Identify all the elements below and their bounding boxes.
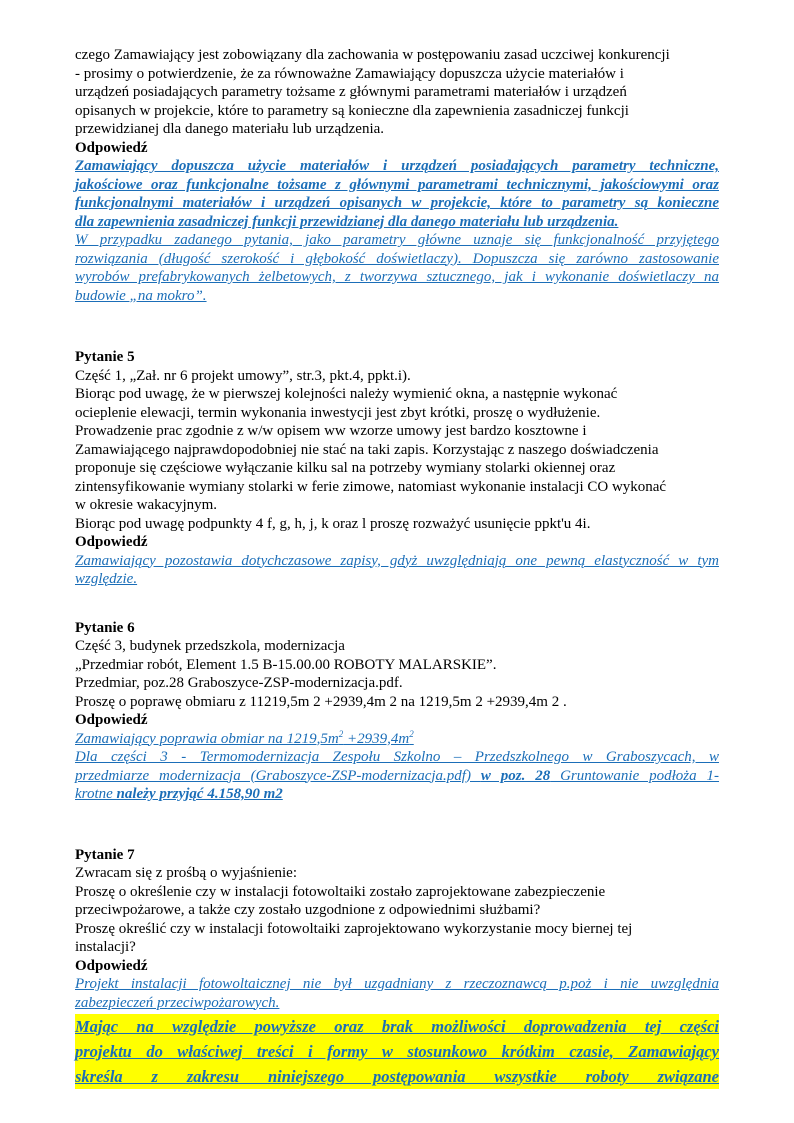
- highlighted-answer-line: projektu do właściwej treści i formy w stosunkowo krótkim czasie, Zamawiający: [75, 1042, 719, 1061]
- text-line: zintensyfikowanie wymiany stolarki w ferie zimowe, natomiast wykonanie instalacji CO wykonać: [75, 478, 667, 495]
- answer-line: [75, 767, 719, 786]
- question-heading: Pytanie 5: [75, 349, 135, 365]
- text-line: Część 1, „Zał. nr 6 projekt umowy”, str.3, pkt.4, ppkt.i).: [75, 367, 411, 384]
- section-gap: [75, 305, 719, 348]
- answer-paragraph: [75, 552, 719, 589]
- answer-line: W przypadku zadanego pytania, jako parametry główne uznaje się funkcjonalność przyjętego: [75, 232, 719, 248]
- text-line: - prosimy o potwierdzenie, że za równoważne Zamawiający dopuszcza użycie materiałów i: [75, 65, 624, 82]
- answer-line: jakościowe oraz funkcjonalne tożsame z głównymi parametrami technicznymi, jakościowymi oraz: [75, 176, 719, 193]
- text-line: Biorąc pod uwagę podpunkty 4 f, g, h, j, k oraz l proszę rozważyć usunięcie ppkt'u 4i.: [75, 515, 591, 532]
- text-line: Część 3, budynek przedszkola, modernizacja: [75, 638, 345, 654]
- question-5-section: [75, 348, 719, 589]
- question-continuation-paragraph: [75, 46, 719, 139]
- question-body-paragraph: [75, 367, 719, 534]
- answer-detail-paragraph: [75, 231, 719, 305]
- answer-line: zabezpieczeń przeciwpożarowych.: [75, 994, 280, 1011]
- text-line: Zamawiającego najprawdopodobniej nie stać na taki zapis. Korzystając z naszego doświadczenia: [75, 441, 659, 458]
- answer-emphasis-paragraph: [75, 157, 719, 231]
- answer-line: Projekt instalacji fotowoltaicznej nie był uzgadniany z rzeczoznawcą p.poż i nie uwzględnia: [75, 976, 719, 992]
- answer-line: budowie „na mokro”.: [75, 287, 207, 304]
- text-line: urządzeń posiadających parametry tożsame z głównymi parametrami materiałów i urządzeń: [75, 84, 627, 100]
- text-line: ocieplenie elewacji, termin wykonania inwestycji jest zbyt krótki, proszę o wydłużenie.: [75, 404, 601, 421]
- text-line: opisanych w projekcie, które to parametry są konieczne dla zapewnienia zasadniczej funkcji: [75, 102, 629, 119]
- answer-label: Odpowiedź: [75, 957, 148, 974]
- highlighted-answer-line: skreśla z zakresu niniejszego postępowania wszystkie roboty związane: [75, 1067, 719, 1086]
- text-line: Biorąc pod uwagę, że w pierwszej kolejności należy wymienić okna, a następnie wykonać: [75, 386, 618, 402]
- answer-text-bold: należy przyjąć 4.158,90 m2: [116, 786, 283, 802]
- measurement-text: Zamawiający poprawia obmiar na 1219,5m: [75, 730, 339, 747]
- measurement-text: +2939,4m: [343, 730, 410, 747]
- text-line: przewidzianej dla danego materiału lub urządzenia.: [75, 121, 385, 137]
- answer-line: Dla części 3 - Termomodernizacja Zespołu Szkolno – Przedszkolnego w Graboszycach, w: [75, 749, 719, 765]
- answer-label: Odpowiedź: [75, 712, 148, 728]
- text-line: Proszę określić czy w instalacji fotowoltaiki zaprojektowano wykorzystanie mocy biernej tej: [75, 920, 633, 937]
- question-heading: Pytanie 7: [75, 846, 135, 863]
- answer-paragraph: [75, 975, 719, 1012]
- section-gap: [75, 804, 719, 846]
- text-line: Proszę o określenie czy w instalacji fotowoltaiki zostało zaprojektowane zabezpieczenie: [75, 883, 606, 900]
- answer-line: funkcjonalnymi materiałów i urządzeń opisanych w projekcie, które to parametry są konieczne: [75, 195, 719, 211]
- answer-paragraph: [75, 730, 719, 804]
- highlighted-answer-line: Mając na względzie powyższe oraz brak możliwości doprowadzenia tej części: [75, 1017, 719, 1036]
- text-line: Zwracam się z prośbą o wyjaśnienie:: [75, 865, 298, 881]
- question-6-section: [75, 619, 719, 804]
- answer-label: Odpowiedź: [75, 534, 148, 550]
- highlighted-answer-paragraph: [75, 1014, 719, 1089]
- question-body-paragraph: [75, 864, 719, 957]
- answer-text-bold: w poz. 28: [480, 767, 551, 784]
- question-body-paragraph: [75, 637, 719, 711]
- intro-section: [75, 46, 719, 305]
- corrected-measurement-line: [75, 730, 719, 749]
- question-7-section: [75, 846, 719, 1090]
- answer-line: rozwiązania (długość szerokość i głębokość doświetlaczy). Dopuszcza się zarówno zastosowanie: [75, 250, 719, 267]
- answer-line: [75, 785, 719, 804]
- text-line: Proszę o poprawę obmiaru z 11219,5m 2 +2939,4m 2 na 1219,5m 2 +2939,4m 2 .: [75, 693, 567, 710]
- answer-line: Zamawiający pozostawia dotychczasowe zapisy, gdyż uwzględniają one pewną elastyczność w tym: [75, 552, 719, 569]
- text-line: Prowadzenie prac zgodnie z w/w opisem ww wzorze umowy jest bardzo kosztowne i: [75, 423, 587, 439]
- section-gap: [75, 589, 719, 619]
- text-line: „Przedmiar robót, Element 1.5 B-15.00.00 ROBOTY MALARSKIE”.: [75, 656, 497, 673]
- answer-line: wyrobów prefabrykowanych żelbetowych, z tworzywa sztucznego, jak i wykonanie doświetlaczy na: [75, 269, 719, 285]
- text-line: proponuje się częściowe wyłączanie kilku sal na potrzeby wymiany stolarki okiennej oraz: [75, 460, 616, 476]
- answer-text: krotne: [75, 786, 117, 802]
- text-line: czego Zamawiający jest zobowiązany dla zachowania w postępowaniu zasad uczciwej konkurencji: [75, 47, 670, 63]
- answer-text: przedmiarze modernizacja (Graboszyce-ZSP-modernizacja.pdf): [75, 767, 481, 784]
- question-heading: Pytanie 6: [75, 619, 135, 636]
- text-line: przeciwpożarowe, a także czy zostało uzgodnione z odpowiednimi służbami?: [75, 902, 541, 918]
- superscript: 2: [409, 728, 414, 739]
- text-line: instalacji?: [75, 939, 136, 955]
- text-line: Przedmiar, poz.28 Graboszyce-ZSP-modernizacja.pdf.: [75, 675, 403, 691]
- answer-line: względzie.: [75, 571, 138, 587]
- answer-text: Gruntowanie podłoża 1-: [550, 767, 720, 784]
- answer-line: Zamawiający dopuszcza użycie materiałów i urządzeń posiadających parametry techniczne,: [75, 158, 719, 174]
- answer-line: dla zapewnienia zasadniczej funkcji przewidzianej dla danego materiału lub urządzenia.: [75, 213, 619, 230]
- superscript: 2: [338, 728, 344, 739]
- text-line: w okresie wakacyjnym.: [75, 497, 218, 513]
- answer-label: Odpowiedź: [75, 139, 148, 156]
